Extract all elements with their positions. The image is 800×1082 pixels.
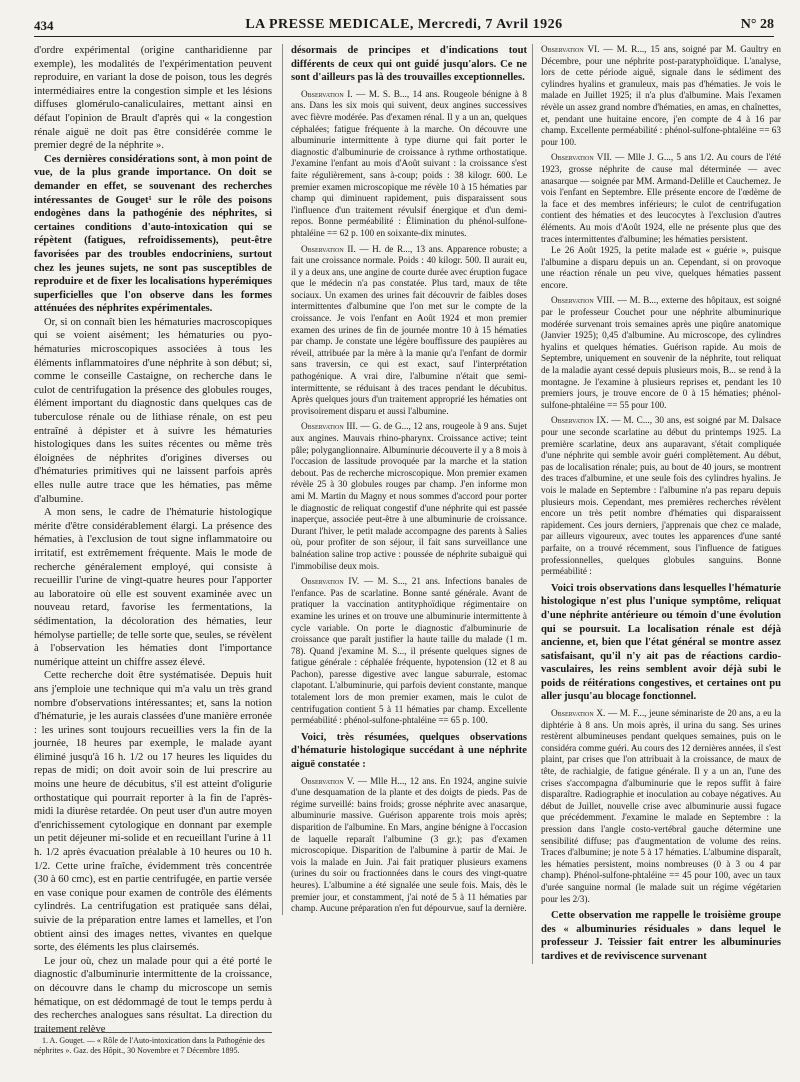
observation-8	[541, 295, 781, 411]
paragraph: A mon sens, le cadre de l'hématurie histologique mérite d'être considérablement élargi. La présence des hématies, à l'exclusion de tout signe inflammatoire ou irritatif, est extrêmement fréquente. Mais le mode de recherche généralement employé, qui consiste à recueillir l'urine de vingt-quatre heures pour l'apporter au laboratoire où elle est souvent examinée avec un nouveau retard, favorise les fermentations, la sédimentation, la décoloration des hématies, leur hémolyse partielle; de telle sorte que, seules, se révèlent à l'observation les hématies dont l'importance numérique atteint un chiffre assez élevé.	[34, 507, 272, 668]
paragraph: Or, si on connaît bien les hématuries macroscopiques qui se voient aisément; les hématuries ou pyo-hématuries microscopiques associées à tous les éléments inflammatoires d'une néphrite à son début; si, comme le conseille Castaigne, on recherche dans le culot de centrifugation la présence des globules rouges, élément important du diagnostic dans quelques cas de tuberculose rénale ou de lithiase rénale, on est peu entraîné à dépister et à suivre les hématuries histologiques dans les suites récentes ou même très éloignées de néphrites d'origines diverses ou d'hématuries primitives qui ne laissent parfois après elles nulle autre trace que les hématies, pas même d'albumine.	[34, 316, 272, 505]
observation-9	[541, 415, 781, 577]
section-heading: Voici, très résumées, quelques observations d'hématurie histologique succédant à une néphrite aiguë constatée :	[291, 731, 527, 771]
observation-10	[541, 708, 781, 905]
observation-text: — M. F..., jeune séminariste de 20 ans, a eu la diphtérie à 8 ans. Un mois après, il urina du sang. Ses urines restèrent albumineuses pendant quelques semaines, puis on le considéra comme guéri. Au cours des 12 dernières années, il s'est plaint, par crises que l'on attribuait à la croissance, de maux de tête, de rachialgie, de fatigue générale. Il y a un an, l'une des crises s'accompagna d'albuminurie que le repos suffit à faire disparaître. Radiographie et inoculation au cobaye négatives. Au début de Juillet, nouvelle crise avec albuminurie aussi fugace que précédemment. J'examine le malade en Septembre : la pression dans l'angle costo-vertébral gauche détermine une sensibilité diffuse; pas d'augmentation de volume des reins. Traces d'albumine; je note 5 à 17 hématies. L'albumine disparaît, les hématies persistent, moins nombreuses (0 à 3 ou 4 par champ). Phénol-sulfone-phtaléine == 45 pour 100, avec un taux d'urée sanguine normal (le malade suit un régime végétarien pour les 2/3).	[541, 708, 782, 904]
observation-text: — Mlle H..., 12 ans. En 1924, angine suivie d'une desquamation de la plante et des doigts de pieds. Pas de régime surveillé: bains froids; grosse néphrite avec anasarque, albuminurie massive. Guérison apparente trois mois après; disparition de l'albumine. En Mars, angine bénigne à l'occasion de laquelle reparaît l'albumine (3 gr.); pas d'examen microscopique. Disparition de l'albumine à partir de Mai. Je vois la malade en Juin. J'ai fait pratiquer plusieurs examens (urines du soir ou fractionnées dans le cours des vingt-quatre heures). L'albumine a été signalée une seule fois. Mais, dès le premier jour, et constamment, j'ai noté de 5 à 11 hématies par champ. Aucune préparation n'en fut dépourvue, sauf la dernière.	[291, 775, 527, 914]
observation-label: Observation VIII.	[551, 295, 615, 306]
observation-1	[291, 89, 527, 240]
observation-text: — M. C..., 30 ans, est soigné par M. Dalsace pour une seconde scarlatine au début du printemps 1925. La première scarlatine, deux ans auparavant, s'était compliquée d'une néphrite qui semble avoir guéri complètement. Au début, pas de localisation rénale; puis, au bout de 40 jours, se montrent des traces d'albumine, et une seule fois des cylindres hyalins. Je vois le malade en Septembre : l'albumine n'a pas reparu depuis plusieurs mois. Cependant, mes premières recherches révèlent encore un très petit nombre d'hématies qui disparaissent rapidement. Ces jours derniers, j'apprenais que chez ce malade, par ailleurs vigoureux, avec toutes les apparences d'une santé parfaite, on a trouvé récemment, sous l'influence de fatigues professionnelles, quelques globules sanguins. Bonne perméabilité :	[541, 415, 781, 577]
observation-label: Observation IX.	[551, 415, 609, 426]
observation-label: Observation II.	[301, 243, 356, 254]
observation-7-cont	[541, 245, 781, 291]
column-middle	[282, 44, 527, 915]
column-left	[34, 44, 272, 1036]
issue-number: N° 28	[740, 17, 774, 32]
paragraph: Ces dernières considérations sont, à mon point de vue, de la plus grande importance. On doit se demander en effet, se souvenant des recherches intéressantes de Gouget¹ sur le rôle des poisons endogènes dans la pathogénie des néphrites, si certaines conditions d'auto-intoxication qui se répètent (fatigues, refroidissements), peut-être favorisées par des troubles endocriniens, surtout chez les jeunes sujets, ne sont pas susceptibles de reproduire et de fixer les localisations hyperémiques superficielles que l'on observe dans les formes atténuées des néphrites expérimentales.	[34, 153, 272, 315]
observation-text: — M. R..., 15 ans, soigné par M. Gaultry en Décembre, pour une néphrite post-paratyphoïdique. L'analyse, lors de cette période aiguë, signale dans le sédiment des cylindres hyalins et granuleux, mais pas d'hématies. Je vois le malade en Juillet 1925; il n'a plus d'albumine. Mais l'examen révèle un assez grand nombre d'hématies, en amas, en chaînettes, et, pendant une huitaine encore, j'en compte de 4 à 16 par champ. Excellente perméabilité : phénol-sulfone-phtaléine == 63 pour 100.	[541, 44, 781, 147]
observation-text: — M. S. B..., 14 ans. Rougeole bénigne à 8 ans. Dans les six mois qui suivent, deux angines successives avec fièvre modérée. Pas d'examen rénal. Il y a un an, quelques céphalées; fatigue fréquente à la marche. On découvre une albuminurie intermittente à type diurne qui fait porter le diagnostic d'albuminurie de croissance à rythme orthostatique. J'examine l'enfant au mois d'Août suivant : la croissance s'est faite régulièrement, sans à-coup; poids : 38 kilogr. 600. Le premier examen microscopique me révèle 10 à 15 hématies par champ qui diminuent rapidement, puis disparaissent sous l'influence d'un traitement révulsif énergique et d'un demi-repos. Bonne perméabilité : Élimination du phénol-sulfone-phtaléine == 62 p. 100 en soixante-dix minutes.	[291, 88, 527, 238]
observation-text: — G. de G..., 12 ans, rougeole à 9 ans. Sujet aux angines. Mauvais rhino-pharynx. Croissance active; teint pâle; polyganglionnaire. Albuminurie découverte il y a 8 mois à l'occasion de lassitude provoquée par la marche et la station debout. Pas de recherche microscopique. Mon premier examen révèle 25 à 30 globules rouges par champ. J'en informe mon ami M. Martin du Magny et nous sommes d'accord pour porter le diagnostic de reliquat congestif d'une néphrite qui est passée inaperçue, associée peut-être à une albuminurie de croissance. Durant l'hiver, le petit malade accompagne des parents à Salies où, pour profiter de son séjour, il fait sans surveillance une balnéation saline trop active : poussée de néphrite subaiguë qui l'immobilise deux mois.	[291, 421, 527, 571]
observation-2	[291, 244, 527, 418]
observation-text: — M. S..., 21 ans. Infections banales de l'enfance. Pas de scarlatine. Bonne santé générale. Avant de pratiquer la vaccination antityphoïdique régimentaire on examine les urines et on trouve une albuminurie intermittente à cycle variable. On porte le diagnostic d'albuminurie de croissance que paraît justifier la haute taille du malade (1 m. 78). Quand j'examine M. S..., il présente quelques signes de fatigue générale : céphalée fréquente, hypotension (12 et 8 au Pachon), paresse digestive avec langue saburrale, estomac clapotant. L'albuminurie, qui parfois devient constante, manque totalement lors de mon premier examen, mais le culot de centrifugation contient 5 à 11 hématies par champ. Excellente perméabilité : phénol-sulfone-phtaléine == 65 p. 100.	[291, 576, 528, 726]
observation-label: Observation V.	[301, 775, 355, 786]
observation-label: Observation VI.	[541, 44, 600, 54]
observation-text: — Mlle J. G..., 5 ans 1/2. Au cours de l'été 1923, grosse néphrite de cause mal déterminée — avec anasarque — soignée par MM. Armand-Delille et Cauchemez. Je vois l'enfant en Septembre. Elle présente encore de l'œdème de la face et des membres inférieurs; le culot de centrifugation contient des hématies et des leucocytes à l'exclusion d'autres éléments. Au mois d'Août 1924, elle ne présente plus que des traces intermittentes d'albumine; les hématies persistent.	[541, 152, 781, 244]
paragraph: Cette recherche doit être systématisée. Depuis huit ans j'emploie une technique qui m'a valu un très grand nombre d'observations intéressantes; et, sans la notion d'hématurie, je les aurais classées d'une manière erronée : les urines sont toujours recueillies vers la fin de la journée, 18 heures par exemple, le malade ayant éliminé jusqu'à 16 h. 1/2 ou 17 heures les liquides du repas de midi; on doit avoir soin de lui prescrire au moins une heure de décubitus, s'il est atteint d'oligurie orthostatique qui pourrait reporter à la fin de l'après-midi la diurèse retardée. On peut user d'un autre moyen d'enrichissement cytologique en donnant par exemple un petit déjeuner mi-solide et en recueillant l'urine à 11 h. 1/2 après évacuation préalable à 10 heures ou 10 h. 1/2. Cette urine fraîche, évidemment très concentrée (30 à 60 cmc), est en partie centrifugée, en partie versée en vase conique pour examen de contrôle des éléments cylindrés. La centrifugation est pratiquée sans délai, suivie de la préparation entre lames et lamelles, et l'on obtient ainsi des images nettes, vivantes en quelque sorte, des éléments les plus clairsemés.	[34, 670, 272, 954]
observation-7	[541, 152, 781, 245]
intro-paragraph: désormais de principes et d'indications tout différents de ceux qui ont guidé jusqu'alors. Ce ne sont d'ailleurs pas là des trouvailles exceptionnelles.	[291, 45, 527, 84]
observation-4	[291, 576, 527, 727]
observation-label: Observation IV.	[301, 576, 360, 587]
observation-3	[291, 421, 527, 572]
observation-label: Observation VII.	[551, 152, 612, 163]
observation-label: Observation III.	[301, 421, 358, 432]
observation-text: — H. de R..., 13 ans. Apparence robuste; a fait une croissance normale. Poids : 40 kilogr. 500. Il aurait eu, il y a deux ans, une angine de courte durée avec éruption fugace que le médecin n'a pas constatée. Plus tard, maux de tête sociaux. Un examen des urines fait découvrir de faibles doses intermittentes d'albumine que l'on met sur le compte de la croissance. Je vois l'enfant en Août 1924 et mon premier examen des urines de fin de journée montre 10 à 15 hématies par champ. Je constate une légère bouffissure des paupières au réveil, attribuée par la mère à la manie qu'a l'enfant de dormir sans traversin, ce qui est exact, sauf l'interprétation pathogénique. A vrai dire, l'albumine n'était que semi-intermittente, se réduisant à des traces pendant le décubitus. Après quelques jours d'un traitement approprié les hématies ont provisoirement disparu et aussi l'albumine.	[291, 243, 528, 416]
page-header	[34, 14, 774, 37]
page-number: 434	[34, 18, 54, 33]
observation-5	[291, 776, 527, 915]
observation-text: Le 26 Août 1925, la petite malade est « guérie », puisque l'albumine a disparu depuis un an. Cependant, si on provoque une réaction rénale un peu vive, quelques hématies passent encore.	[541, 245, 781, 290]
observation-text: — M. B..., externe des hôpitaux, est soigné par le professeur Couchet pour une néphrite albuminurique modérée survenant trois semaines après une piqûre anatomique (Janvier 1925); 0,45 d'albumine. Au microscope, des cylindres hyalins et quelques hématies. Guérison rapide. Au mois de Septembre, uniquement en souvenir de la néphrite, tout reliquat de la maladie ayant cessé depuis plusieurs mois, B... se rend à la montagne. Je l'examine à plusieurs reprises et, pendant les 10 premiers jours, je trouve encore de 0 à 15 hématies; phénol-sulfone-phtaléine == 55 pour 100.	[541, 295, 781, 410]
closing-paragraph: Cette observation me rappelle le troisième groupe des « albuminuries résiduales » dans lequel le professeur J. Teissier fait entrer les albuminuries tardives et de reviviscence survenant	[541, 910, 781, 962]
bold-paragraph: Voici trois observations dans lesquelles l'hématurie histologique n'est plus l'unique symptôme, reliquat d'une néphrite antérieure ou témoin d'une évolution qui se poursuit. La localisation rénale est déjà ancienne, et, bien que l'état général se montre assez satisfaisant, qu'il n'y ait pas de réactions cardio-vasculaires, les reins semblent avoir déjà subi le poids de réitérations congestives, et certaines ont pu aller jusqu'au blocage fonctionnel.	[541, 582, 781, 703]
paragraph: d'ordre expérimental (origine cantharidienne par exemple), les modalités de l'expérimentation peuvent reproduire, en variant la dose de poison, tous les degrés intermédiaires entre la congestion simple et les lésions diffuses glomérulo-canaliculaires, mettant ainsi en défaut l'opinion de Brault d'après qui « la congestion rénale aiguë ne doit pas être considérée comme le premier degré de la néphrite ».	[34, 45, 272, 152]
column-right	[532, 44, 781, 964]
observation-label: Observation X.	[551, 708, 606, 719]
paragraph: Le jour où, chez un malade pour qui a été porté le diagnostic d'albuminurie intermittente de la croissance, on découvre dans le champ du microscope un semis hématique, on est dédommagé de tout le temps perdu à des recherches analogues sans résultat. La direction du traitement relève	[34, 955, 272, 1035]
observation-6	[541, 44, 781, 148]
journal-title: LA PRESSE MEDICALE, Mercredi, 7 Avril 1926	[245, 17, 563, 32]
observation-label: Observation I.	[301, 88, 353, 99]
footnote	[34, 1032, 272, 1056]
footnote-text: 1. A. Gouget. — « Rôle de l'Auto-intoxication dans la Pathogénie des néphrites ». Gaz. des Hôpit., 30 Novembre et 7 Décembre 1895.	[34, 1036, 265, 1055]
